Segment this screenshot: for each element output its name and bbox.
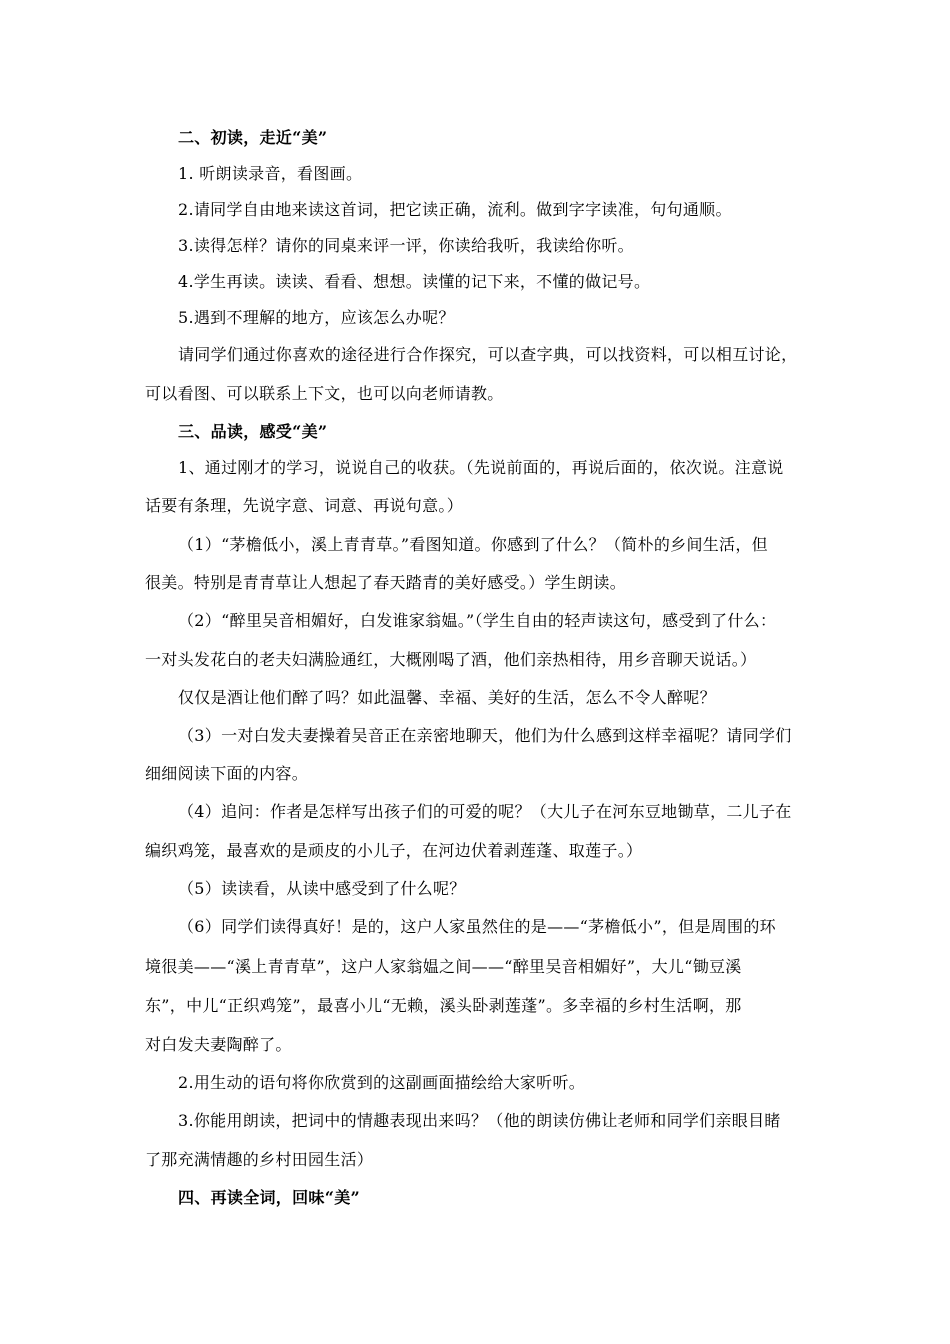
section-heading-3: 三、品读，感受“美” (178, 422, 328, 441)
paragraph-line: 5.遇到不理解的地方，应该怎么办呢？ (178, 308, 455, 327)
paragraph-line: 对白发夫妻陶醉了。 (145, 1035, 292, 1054)
paragraph-line: 细细阅读下面的内容。 (145, 764, 309, 783)
paragraph-line: （5）读读看，从读中感受到了什么呢？ (178, 879, 466, 898)
paragraph-line: （3）一对白发夫妻操着吴音正在亲密地聊天，他们为什么感到这样幸福呢？请同学们 (178, 726, 792, 745)
paragraph-line: 话要有条理，先说字意、词意、再说句意。） (145, 496, 464, 515)
paragraph-line: 3.读得怎样？请你的同桌来评一评，你读给我听，我读给你听。 (178, 236, 634, 255)
paragraph-line: 可以看图、可以联系上下文，也可以向老师请教。 (145, 384, 504, 403)
section-heading-2: 二、初读，走近“美” (178, 128, 328, 147)
paragraph-line: 了那充满情趣的乡村田园生活） (145, 1150, 374, 1169)
paragraph-line: （4）追问：作者是怎样写出孩子们的可爱的呢？（大儿子在河东豆地锄草，二儿子在 (178, 802, 792, 821)
paragraph-line: 请同学们通过你喜欢的途径进行合作探究，可以查字典，可以找资料，可以相互讨论， (178, 345, 798, 364)
paragraph-line: 1. 听朗读录音，看图画。 (178, 164, 363, 183)
paragraph-line: 很美。特别是青青草让人想起了春天踏青的美好感受。）学生朗读。 (145, 573, 627, 592)
paragraph-line: （1）“茅檐低小，溪上青青草。”看图知道。你感到了什么？（简朴的乡间生活，但 (178, 535, 768, 554)
paragraph-line: 仅仅是酒让他们醉了吗？如此温馨、幸福、美好的生活，怎么不令人醉呢？ (178, 688, 716, 707)
paragraph-line: 2.请同学自由地来读这首词，把它读正确，流利。做到字字读准，句句通顺。 (178, 200, 732, 219)
paragraph-line: 编织鸡笼，最喜欢的是顽皮的小儿子，在河边伏着剥莲蓬、取莲子。） (145, 841, 643, 860)
paragraph-line: 3.你能用朗读，把词中的情趣表现出来吗？（他的朗读仿佛让老师和同学们亲眼目睹 (178, 1111, 781, 1130)
paragraph-line: （6）同学们读得真好！是的，这户人家虽然住的是——“茅檐低小”，但是周围的环 (178, 917, 776, 936)
paragraph-line: 东”，中儿“正织鸡笼”，最喜小儿“无赖，溪头卧剥莲蓬”。多幸福的乡村生活啊，那 (145, 996, 742, 1015)
paragraph-line: 2.用生动的语句将你欣赏到的这副画面描绘给大家听听。 (178, 1073, 586, 1092)
paragraph-line: （2）“醉里吴音相媚好，白发谁家翁媪。”（学生自由的轻声读这句，感受到了什么： (178, 611, 777, 630)
paragraph-line: 4.学生再读。读读、看看、想想。读懂的记下来，不懂的做记号。 (178, 272, 651, 291)
paragraph-line: 境很美——“溪上青青草”，这户人家翁媪之间——“醉里吴音相媚好”，大儿“锄豆溪 (145, 957, 742, 976)
section-heading-4: 四、再读全词，回味“美” (178, 1188, 361, 1207)
paragraph-line: 1、通过刚才的学习，说说自己的收获。（先说前面的，再说后面的，依次说。注意说 (178, 458, 784, 477)
paragraph-line: 一对头发花白的老夫妇满脸通红，大概刚喝了酒，他们亲热相待，用乡音聊天说话。） (145, 650, 757, 669)
